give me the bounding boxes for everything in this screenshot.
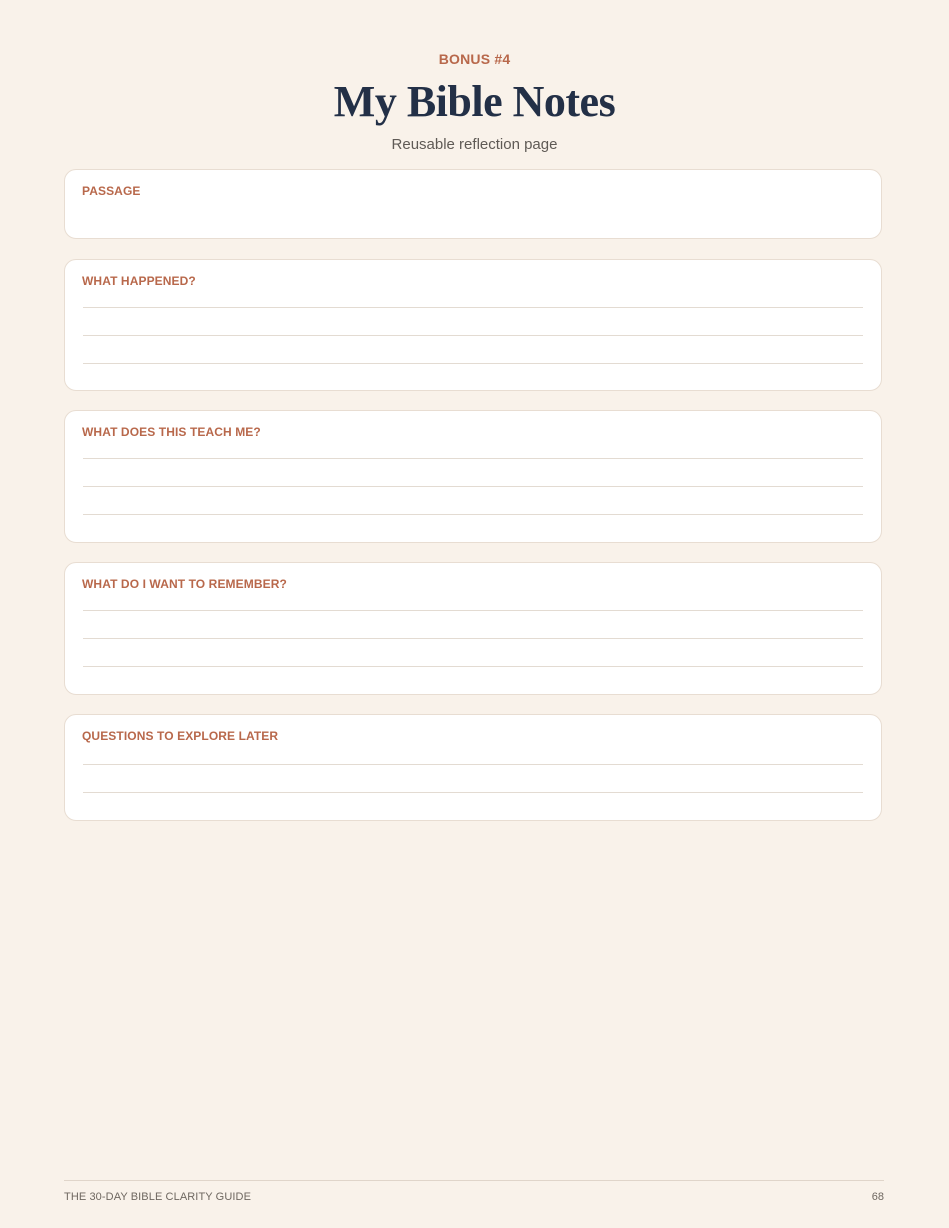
writing-line [83,514,863,515]
passage-label: PASSAGE [82,184,141,198]
questions-card[interactable] [64,714,882,821]
writing-line [83,610,863,611]
writing-line [83,792,863,793]
teach-me-card[interactable] [64,410,882,543]
remember-label: WHAT DO I WANT TO REMEMBER? [82,577,287,591]
page-number: 68 [871,1191,884,1203]
footer-guide-title: THE 30-DAY BIBLE CLARITY GUIDE [64,1191,252,1203]
writing-line [83,458,863,459]
writing-line [83,335,863,336]
page-subtitle: Reusable reflection page [391,136,558,153]
remember-card[interactable] [64,562,882,695]
writing-line [83,666,863,667]
what-happened-card[interactable] [64,259,882,391]
questions-label: QUESTIONS TO EXPLORE LATER [82,729,279,743]
bonus-eyebrow: BONUS #4 [438,51,511,67]
what-happened-label: WHAT HAPPENED? [82,274,196,288]
footer-divider [64,1180,884,1181]
passage-card[interactable] [64,169,882,239]
writing-line [83,307,863,308]
writing-line [83,363,863,364]
page-title: My Bible Notes [333,77,616,126]
writing-line [83,486,863,487]
writing-line [83,638,863,639]
writing-line [83,764,863,765]
teach-me-label: WHAT DOES THIS TEACH ME? [82,425,261,439]
